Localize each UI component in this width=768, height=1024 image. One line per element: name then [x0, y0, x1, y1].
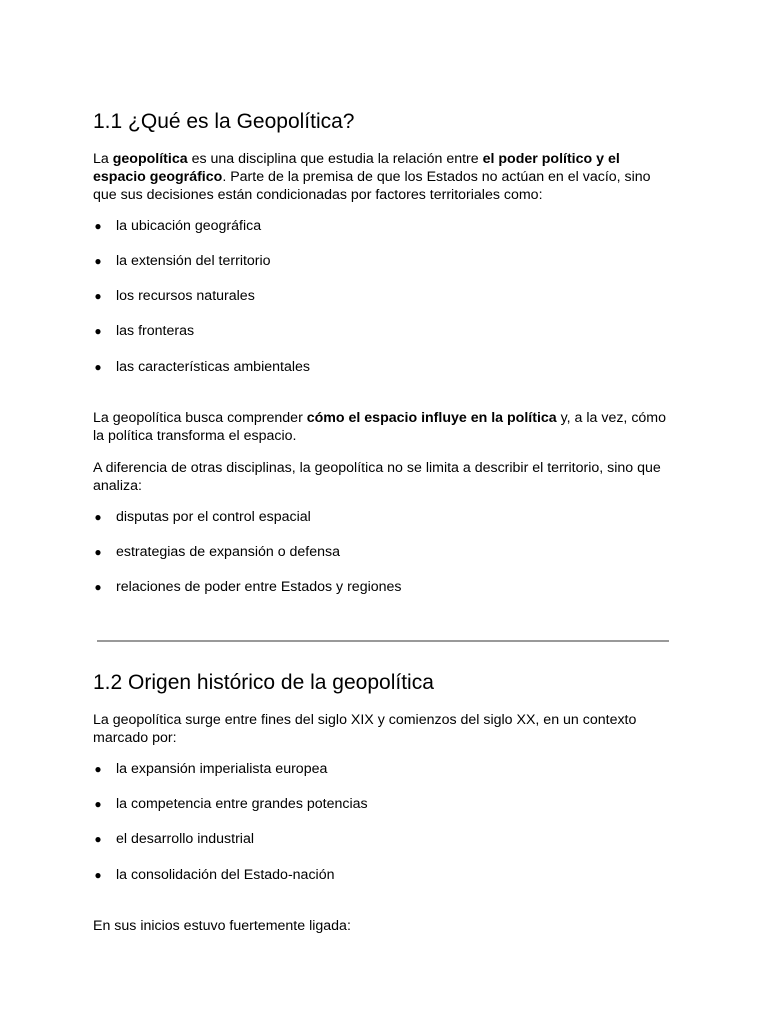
- list-item-text: las fronteras: [116, 323, 195, 339]
- list-item: [94, 795, 368, 813]
- section-2-paragraph-2: En sus inicios estuvo fuertemente ligada:: [93, 918, 351, 934]
- text-run: La: [93, 151, 113, 167]
- bullet-icon: ●: [94, 762, 102, 776]
- list-item: [94, 508, 311, 526]
- text-run: y, a la vez, cómo la política transforma el espacio.: [93, 410, 667, 444]
- bullet-icon: ●: [94, 510, 102, 524]
- list-item: [94, 252, 271, 270]
- list-item-text: la ubicación geográfica: [116, 218, 262, 234]
- horizontal-divider: [97, 640, 669, 642]
- bold-phrase-espacio-politica: cómo el espacio influye en la política: [306, 410, 557, 426]
- list-item-text: los recursos naturales: [116, 288, 255, 304]
- list-item: [94, 322, 195, 340]
- list-item-text: la consolidación del Estado-nación: [116, 867, 335, 883]
- list-item: [94, 830, 255, 848]
- list-item-text: el desarrollo industrial: [116, 831, 255, 847]
- list-item: [94, 217, 262, 235]
- list-item: [94, 760, 328, 778]
- list-item: [94, 543, 341, 561]
- bullet-icon: ●: [94, 832, 102, 846]
- list-item-text: las características ambientales: [116, 359, 310, 375]
- bullet-icon: ●: [94, 545, 102, 559]
- bold-term-geopolitica: geopolítica: [112, 151, 188, 167]
- list-item: [94, 287, 255, 305]
- bullet-icon: ●: [94, 580, 102, 594]
- list-item: [94, 866, 335, 884]
- bullet-icon: ●: [94, 324, 102, 338]
- section-1-paragraph-2: [93, 409, 673, 445]
- section-2-paragraph-1: La geopolítica surge entre fines del siglo XIX y comienzos del siglo XX, en un contexto marcado por:: [93, 712, 637, 746]
- list-item: [94, 578, 402, 596]
- list-item-text: la expansión imperialista europea: [116, 761, 328, 777]
- bold-term-poder-espacio: el poder político y el espacio geográfico: [93, 151, 620, 185]
- list-item: [94, 358, 310, 376]
- text-run: es una disciplina que estudia la relación entre: [187, 151, 483, 167]
- bullet-icon: ●: [94, 797, 102, 811]
- section-1-paragraph-1: [93, 150, 673, 204]
- list-item-text: relaciones de poder entre Estados y regiones: [116, 579, 402, 595]
- bullet-icon: ●: [94, 868, 102, 882]
- section-2-heading: 1.2 Origen histórico de la geopolítica: [93, 671, 434, 694]
- text-run: La geopolítica busca comprender: [93, 410, 307, 426]
- bullet-icon: ●: [94, 289, 102, 303]
- section-1-paragraph-3: A diferencia de otras disciplinas, la geopolítica no se limita a describir el territorio, sino que analiza:: [93, 460, 661, 494]
- bullet-icon: ●: [94, 360, 102, 374]
- bullet-icon: ●: [94, 219, 102, 233]
- section-1-heading: 1.1 ¿Qué es la Geopolítica?: [93, 110, 355, 133]
- list-item-text: disputas por el control espacial: [116, 509, 311, 525]
- list-item-text: la extensión del territorio: [116, 253, 271, 269]
- list-item-text: la competencia entre grandes potencias: [116, 796, 368, 812]
- bullet-icon: ●: [94, 254, 102, 268]
- text-run: . Parte de la premisa de que los Estados no actúan en el vacío, sino que sus decisiones están condicionadas por factores territoriales como:: [93, 169, 651, 203]
- list-item-text: estrategias de expansión o defensa: [116, 544, 341, 560]
